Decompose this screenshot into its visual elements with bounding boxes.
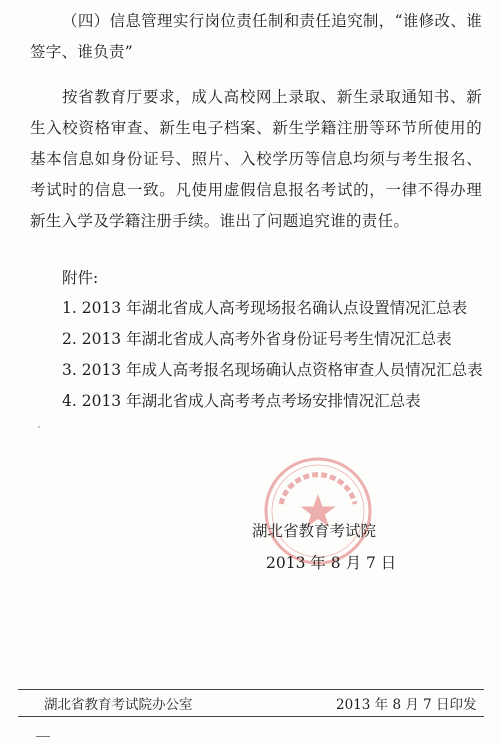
attachment-item: 2. 2013 年湖北省成人高考外省身份证号考生情况汇总表 xyxy=(62,330,452,348)
scan-stray-mark xyxy=(36,736,50,739)
attachments-heading: 附件: xyxy=(62,269,99,287)
scan-dot-mark xyxy=(38,426,40,428)
attachment-item: 4. 2013 年湖北省成人高考考点考场安排情况汇总表 xyxy=(62,392,421,410)
signature-organization: 湖北省教育考试院 xyxy=(252,522,377,540)
attachment-item: 1. 2013 年湖北省成人高考现场报名确认点设置情况汇总表 xyxy=(62,299,468,317)
footer-print-date: 2013 年 8 月 7 日印发 xyxy=(336,697,477,713)
signature-date: 2013 年 8 月 7 日 xyxy=(266,554,397,572)
footer-divider-bottom xyxy=(18,716,484,717)
official-seal-icon xyxy=(263,456,373,566)
footer-divider-top xyxy=(18,689,484,690)
footer-issuing-office: 湖北省教育考试院办公室 xyxy=(44,697,193,713)
attachment-item: 3. 2013 年成人高考报名现场确认点资格审查人员情况汇总表 xyxy=(62,361,483,379)
paragraph-requirements: 按省教育厅要求，成人高校网上录取、新生录取通知书、新生入校资格审查、新生电子档案、新生学籍注册等环节所使用的基本信息如身份证号、照片、入校学历等信息均须与考生报名、考试时的信息一致。凡使用虚假信息报名考试的，一律不得办理新生入学及学籍注册手续。谁出了问题追究谁的责任。 xyxy=(30,88,482,230)
attachments-list xyxy=(62,293,483,417)
paragraph-info-management: （四）信息管理实行岗位责任制和责任追究制，“谁修改、谁签字、谁负责” xyxy=(30,12,482,61)
